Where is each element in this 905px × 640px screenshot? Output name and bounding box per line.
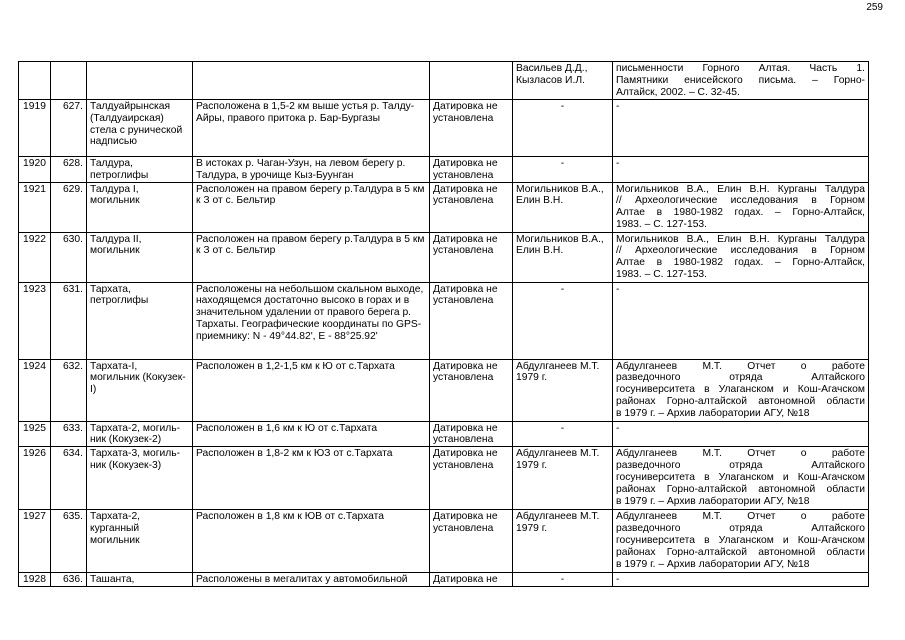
source-line: госуниверситета в Улаганском и Кош-Агачском [616, 384, 865, 396]
source-line: Абдулганеев М.Т. Отчет о работе [616, 511, 865, 523]
location-cell: Расположен в 1,8 км к ЮВ от с.Тархата [193, 510, 430, 573]
global-number-cell [19, 62, 51, 100]
monument-name-cell: Талдура, петроглифы [87, 156, 193, 182]
monument-name-cell: Талдуайрынская (Талдуаирская) стела с рунической надписью [87, 99, 193, 156]
global-number-cell: 1924 [19, 359, 51, 421]
location-cell: Расположены в мегалитах у автомобильной [193, 573, 430, 587]
source-line: Абдулганеев М.Т. Отчет о работе [616, 448, 865, 460]
source-line: письменности Горного Алтая. Часть 1. [616, 63, 865, 74]
table-row [19, 156, 869, 182]
source-cell [613, 359, 869, 421]
global-number-cell: 1922 [19, 232, 51, 282]
monument-name-cell: Тархата-I, могильник (Кокузек- I) [87, 359, 193, 421]
source-line: // Археологические исследования в Горном [616, 195, 865, 207]
location-cell: Расположена в 1,5-2 км выше устья р. Талду-Айры, правого притока р. Бар-Бургазы [193, 99, 430, 156]
source-line: в 1979 г. – Архив лаборатории АГУ, №18 [616, 558, 810, 570]
source-line: разведочного отряда Алтайского [616, 523, 865, 535]
dating-cell: Датировка не установлена [430, 99, 513, 156]
global-number-cell: 1921 [19, 182, 51, 232]
table-row [19, 232, 869, 282]
source-line: Алтае в 1980-1982 годах. – Горно-Алтайск, [616, 207, 865, 219]
source-line: // Археологические исследования в Горном [616, 245, 865, 257]
local-number-cell: 627. [51, 99, 87, 156]
source-line: в 1979 г. – Архив лаборатории АГУ, №18 [616, 408, 810, 420]
source-line: Памятники енисейского письма. – Горно- [616, 74, 865, 86]
dating-cell: Датировка не установлена [430, 182, 513, 232]
table-row [19, 421, 869, 447]
source-cell [613, 510, 869, 573]
page-number: 259 [866, 2, 883, 13]
monument-name-cell: Тархата, петроглифы [87, 282, 193, 359]
dating-cell: Датировка не установлена [430, 359, 513, 421]
table-row [19, 182, 869, 232]
source-line: районах Горно-алтайской автономной области [616, 484, 865, 496]
source-line: Алтае в 1980-1982 годах. – Горно-Алтайск, [616, 257, 865, 269]
source-line: районах Горно-алтайской автономной области [616, 547, 865, 559]
source-cell [613, 62, 869, 100]
source-line: районах Горно-алтайской автономной области [616, 396, 865, 408]
source-line: разведочного отряда Алтайского [616, 372, 865, 384]
location-cell: Расположен в 1,8-2 км к ЮЗ от с.Тархата [193, 447, 430, 510]
local-number-cell: 631. [51, 282, 87, 359]
source-line: Алтайск, 2002. – С. 32-45. [616, 86, 740, 98]
monument-name-cell: Тархата-3, могиль-ник (Кокузек-3) [87, 447, 193, 510]
local-number-cell [51, 62, 87, 100]
authors-cell: Могильников В.А., Елин В.Н. [513, 232, 613, 282]
source-line: в 1979 г. – Архив лаборатории АГУ, №18 [616, 495, 810, 507]
dating-cell: Датировка не установлена [430, 156, 513, 182]
authors-cell: Могильников В.А., Елин В.Н. [513, 182, 613, 232]
authors-cell: - [513, 156, 613, 182]
monument-name-cell: Тархата-2, курганный могильник [87, 510, 193, 573]
location-cell: Расположены на небольшом скальном выходе, находящемся достаточно высоко в горах и в значительном удалении от правого берега р. Тархаты. Географические координаты по GPS-приемнику: N - 49°44.82', E - 88°25.92' [193, 282, 430, 359]
global-number-cell: 1919 [19, 99, 51, 156]
table-row [19, 573, 869, 587]
location-cell: Расположен в 1,6 км к Ю от с.Тархата [193, 421, 430, 447]
table-row [19, 510, 869, 573]
local-number-cell: 636. [51, 573, 87, 587]
source-line: разведочного отряда Алтайского [616, 460, 865, 472]
dating-cell: Датировка не установлена [430, 421, 513, 447]
monuments-table [18, 61, 869, 587]
monument-name-cell: Ташанта, [87, 573, 193, 587]
source-line: госуниверситета в Улаганском и Кош-Агачском [616, 535, 865, 547]
source-line: Могильников В.А., Елин В.Н. Курганы Талдура [616, 183, 865, 195]
dating-cell: Датировка не установлена [430, 510, 513, 573]
global-number-cell: 1928 [19, 573, 51, 587]
dating-cell: Датировка не установлена [430, 232, 513, 282]
monument-name-cell: Талдура II, могильник [87, 232, 193, 282]
local-number-cell: 629. [51, 182, 87, 232]
source-cell [613, 182, 869, 232]
global-number-cell: 1925 [19, 421, 51, 447]
local-number-cell: 630. [51, 232, 87, 282]
monument-name-cell [87, 62, 193, 100]
location-cell [193, 62, 430, 100]
monument-name-cell: Талдура I, могильник [87, 182, 193, 232]
dating-cell: Датировка не [430, 573, 513, 587]
local-number-cell: 634. [51, 447, 87, 510]
authors-cell: - [513, 282, 613, 359]
table-row [19, 282, 869, 359]
authors-cell: Абдулганеев М.Т. 1979 г. [513, 447, 613, 510]
location-cell: Расположен на правом берегу р.Талдура в 5 км к З от с. Бельтир [193, 182, 430, 232]
table-row [19, 99, 869, 156]
global-number-cell: 1920 [19, 156, 51, 182]
local-number-cell: 632. [51, 359, 87, 421]
source-line: Могильников В.А., Елин В.Н. Курганы Талдура [616, 233, 865, 245]
table-row [19, 447, 869, 510]
table-row [19, 359, 869, 421]
global-number-cell: 1923 [19, 282, 51, 359]
dating-cell [430, 62, 513, 100]
source-cell: - [613, 573, 869, 587]
dating-cell: Датировка не установлена [430, 447, 513, 510]
source-line: 1983. – С. 127-153. [616, 219, 708, 231]
authors-cell: - [513, 421, 613, 447]
source-cell: - [613, 421, 869, 447]
global-number-cell: 1927 [19, 510, 51, 573]
source-cell [613, 232, 869, 282]
global-number-cell: 1926 [19, 447, 51, 510]
dating-cell: Датировка не установлена [430, 282, 513, 359]
source-cell [613, 447, 869, 510]
location-cell: Расположен на правом берегу р.Талдура в 5 км к З от с. Бельтир [193, 232, 430, 282]
source-cell: - [613, 99, 869, 156]
location-cell: В истоках р. Чаган-Узун, на левом берегу р. Талдура, в урочище Кыз-Буунган [193, 156, 430, 182]
authors-cell: Абдулганеев М.Т. 1979 г. [513, 359, 613, 421]
source-line: госуниверситета в Улаганском и Кош-Агачском [616, 472, 865, 484]
local-number-cell: 633. [51, 421, 87, 447]
authors-cell: - [513, 573, 613, 587]
location-cell: Расположен в 1,2-1,5 км к Ю от с.Тархата [193, 359, 430, 421]
authors-cell: Васильев Д.Д., Кызласов И.Л. [513, 62, 613, 100]
source-cell: - [613, 282, 869, 359]
local-number-cell: 628. [51, 156, 87, 182]
authors-cell: Абдулганеев М.Т. 1979 г. [513, 510, 613, 573]
source-line: 1983. – С. 127-153. [616, 269, 708, 281]
source-cell: - [613, 156, 869, 182]
local-number-cell: 635. [51, 510, 87, 573]
source-line: Абдулганеев М.Т. Отчет о работе [616, 360, 865, 372]
monument-name-cell: Тархата-2, могиль-ник (Кокузек-2) [87, 421, 193, 447]
authors-cell: - [513, 99, 613, 156]
table-row [19, 62, 869, 100]
